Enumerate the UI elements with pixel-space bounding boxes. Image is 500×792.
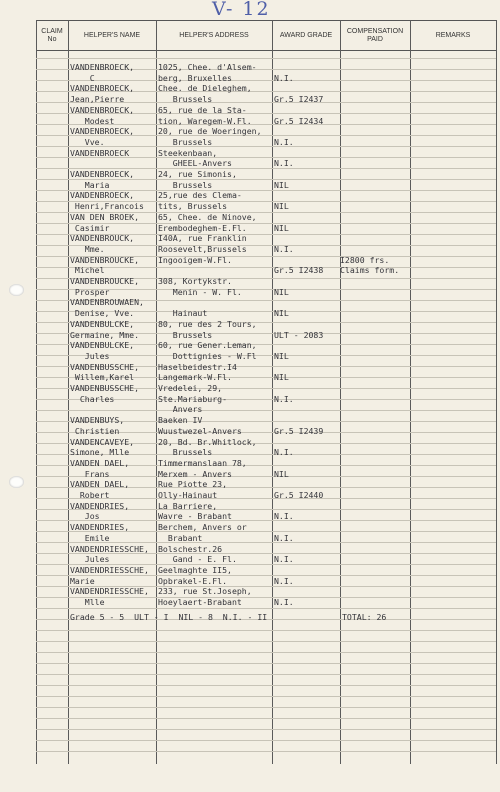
header-claim-no: CLAIM No [41,28,63,43]
helper-address-cell: 20, Bd. Br.Whitlock, Brussels [158,436,257,458]
award-grade-cell: NIL [274,308,289,319]
helper-name-cell: VANDENBUSSCHE, Charles [70,383,140,404]
header-helper-name: HELPER'S NAME [83,32,141,40]
helper-address-cell: 308, Kortykstr. Menin - W. Fl. [158,276,242,297]
helper-address-cell: Berchem, Anvers or Brabant [158,522,247,543]
helper-name-cell: VANDEN DAEL, Robert [70,479,130,500]
award-grade-cell: N.I. [274,511,294,522]
award-grade-cell: NIL [274,350,289,361]
helper-name-cell: VANDENBUSSCHE, Willem,Karel [70,361,140,383]
ruled-line [36,707,496,708]
award-grade-cell: N.I. [274,532,294,543]
helper-address-cell: Haselbeidestr.I4 Langemark-W.Fl. [158,361,237,383]
helper-name-cell: VAN DEN BROEK, Casimir [70,211,140,233]
ruled-line [36,740,496,741]
ruled-line [36,410,496,411]
award-grade-cell: Gr.5 I2438 [274,265,324,276]
helper-address-cell: 1025, Chee. d'Alsem- berg, Bruxelles [158,62,257,83]
helper-name-cell: VANDENBULCKE, Germaine, Mme. [70,318,140,340]
helper-address-cell: 233, rue St.Joseph, Hoeylaert-Brabant [158,586,252,607]
handwritten-file-mark: V- 12 [212,0,271,20]
ruled-line [36,751,496,752]
helper-address-cell: 25,rue des Clema- tits, Brussels [158,190,242,212]
helper-name-cell: VANDENBROUCK, Mme. [70,233,135,254]
award-grade-cell: NIL [274,372,289,383]
ruled-line [36,641,496,642]
ruled-line [36,674,496,675]
helper-address-cell: La Barriere, Wavre - Brabant [158,500,232,522]
helper-name-cell: VANDENBROUCKE, Prosper [70,276,140,297]
ruled-line [36,652,496,653]
header-award-grade: AWARD GRADE [279,32,333,40]
helper-name-cell: VANDENBROECK, Henri,Francois [70,190,144,212]
helper-name-cell: VANDENBROECK, Vve. [70,126,135,147]
helper-name-cell: VANDENBROUCKE, Michel [70,254,140,276]
award-grade-cell: N.I. [274,243,294,254]
helper-address-cell: Chee. de Dieleghem, Brussels [158,83,252,105]
ruled-line [36,696,496,697]
award-grade-cell: Gr.5 I2439 [274,425,324,436]
helper-address-cell: 65, rue de la Sta- tion, Waregem-W.Fl. [158,104,252,126]
helper-name-cell: VANDENDRIES, Jos [70,500,130,522]
helper-address-cell: Hainaut [172,308,208,319]
helper-name-cell: VANDENBUYS, Christien [70,415,125,436]
helper-name-cell: VANDENDRIESSCHE, Jules [70,543,149,565]
helper-address-cell: Bolschestr.26 Gand - E. Fl. [158,543,237,565]
award-grade-cell: Gr.5 I2440 [274,490,324,500]
helper-address-cell: Baeken IV Wuustwezel-Anvers [158,415,242,436]
header-helper-address: HELPER'S ADDRESS [179,32,249,40]
helper-name-cell: VANDENCAVEYE, Simone, Mlle [70,436,135,458]
award-grade-cell: NIL [274,468,289,479]
header-bottom-border [36,50,496,51]
header-remarks: REMARKS [435,32,471,40]
punch-hole [9,284,24,296]
ruled-line [36,729,496,730]
award-grade-cell: NIL [274,201,289,212]
award-grade-cell: N.I. [274,575,294,586]
helper-address-cell: Rue Piotte 23, Olly-Hainaut [158,479,228,500]
ruled-line [36,630,496,631]
helper-address-cell: Steekenbaan, GHEEL-Anvers [158,147,232,169]
ruled-line [36,663,496,664]
helper-name-cell: VANDENBROECK, Maria [70,169,135,190]
award-grade-cell: N.I. [274,393,294,404]
award-grade-cell: N.I. [274,72,294,83]
helper-address-cell: 80, rue des 2 Tours, Brussels [158,318,257,340]
ruled-line [36,718,496,719]
award-grade-cell: NIL [274,179,289,190]
ruled-line [36,58,496,59]
helper-name-cell: VANDENBROECK [70,147,130,158]
ruled-line [36,608,496,609]
total-count: TOTAL: 26 [342,612,387,622]
helper-address-cell: Vredelei, 29, Ste.Mariaburg- Anvers [158,383,228,415]
helper-name-cell: VANDENBROUWAEN, Denise, Vve. [70,297,144,319]
award-grade-cell: NIL [274,286,289,297]
award-grade-cell: Gr.5 I2434 [274,115,324,126]
award-grade-cell: NIL [274,222,289,233]
award-grade-cell: ULT - 2083 [274,329,324,340]
award-grade-cell: N.I. [274,136,294,147]
helper-address-cell: Ingooigem-W.Fl. [158,254,232,265]
helper-name-cell: VANDENBROECK, Modest [70,104,135,126]
helper-address-cell: 65, Chee. de Ninove, Erembodeghem-E.Fl. [158,211,257,233]
helper-address-cell: 60, rue Gener.Leman, Dottignies - W.Fl [158,340,257,361]
compensation-cell: I2800 frs. Claims form. [340,254,400,276]
helper-name-cell: VANDENDRIESSCHE, Marie [70,564,149,586]
helper-name-cell: VANDENBULCKE, Jules [70,340,135,361]
punch-hole [9,476,24,488]
helper-name-cell: VANDEN DAEL, Frans [70,457,130,479]
helper-name-cell: VANDENDRIES, Emile [70,522,130,543]
helper-name-cell: VANDENBROECK, C [70,62,135,83]
helper-address-cell: Timmermanslaan 78, Merxem - Anvers [158,457,247,479]
column-rule [496,20,497,764]
award-grade-cell: N.I. [274,554,294,565]
grade-summary: Grade 5 - 5 ULT - I NIL - 8 N.I. - II [70,612,268,622]
award-grade-cell: N.I. [274,447,294,458]
helper-address-cell: I40A, rue Franklin Roosevelt,Brussels [158,233,247,254]
award-grade-cell: N.I. [274,597,294,607]
award-grade-cell: N.I. [274,158,294,169]
helper-address-cell: 24, rue Simonis, Brussels [158,169,237,190]
header-compensation-paid: COMPENSATION PAID [346,28,404,43]
helper-name-cell: VANDENDRIESSCHE, Mlle [70,586,149,607]
helper-name-cell: VANDENBROECK, Jean,Pierre [70,83,135,105]
helper-address-cell: 20, rue de Woeringen, Brussels [158,126,262,147]
award-grade-cell: Gr.5 I2437 [274,94,324,105]
table-top-border [36,20,496,21]
helper-address-cell: Geelmaghte II5, Opbrakel-E.Fl. [158,564,232,586]
ruled-line [36,685,496,686]
